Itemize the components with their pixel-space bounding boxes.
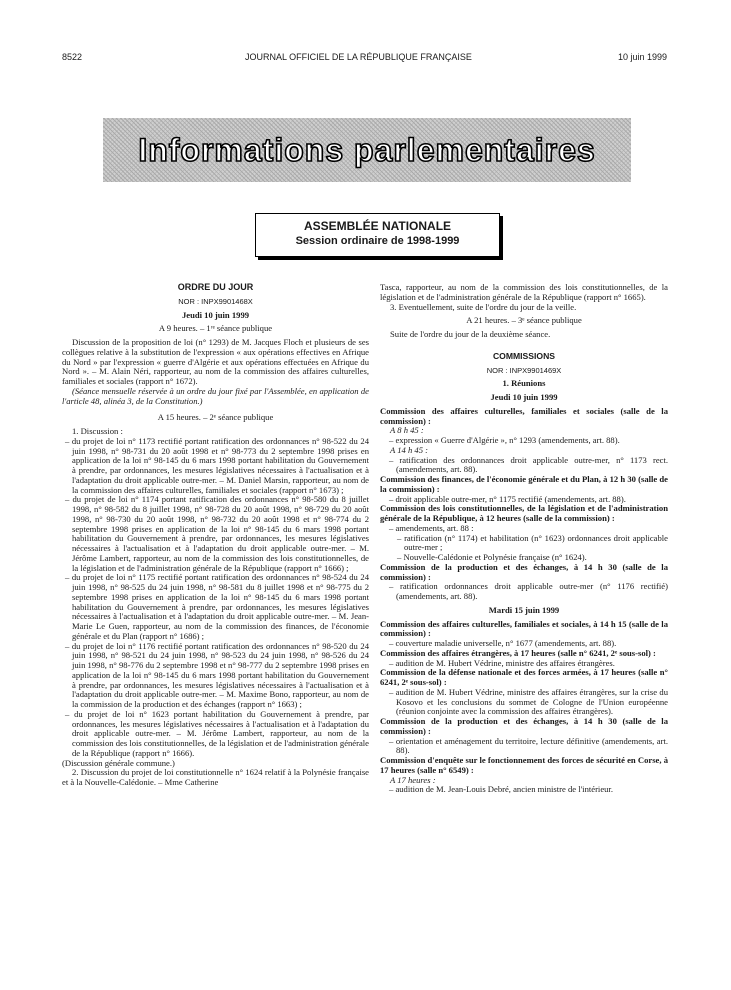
- list-item: – du projet de loi n° 1175 rectifié portant ratification des ordonnances n° 98-524 du 24 juin 1998, n° 98-525 du 24 juin 1998, n° 98-581 du 8 juillet 1998 et n° 98-775 du 2 septembre 1998 prises en application de la loi n° 98-145 du 6 mars 1998 portant habilitation du Gouvernement à prendre, par ordonnances, les mesures législatives nécessaires à l'actualisation et à l'adaptation du droit applicable outre-mer. – M. Jean-Marie Le Guen, rapporteur, au nom de la commission des finances, de l'économie générale et du Plan (rapport n° 1686) ;: [65, 572, 369, 641]
- list-item: – ratification (n° 1174) et habilitation (n° 1623) ordonnances droit applicable outre-mer ;: [397, 532, 668, 553]
- reunions-heading: 1. Réunions: [502, 378, 546, 389]
- commission-heading: Commission de la production et des échanges, à 14 h 30 (salle de la commission) :: [380, 716, 668, 736]
- agenda-item-2: 2. Discussion du projet de loi constitutionnelle n° 1624 relatif à la Polynésie française et à la Nouvelle-Calédonie. – Mme Catherine: [62, 767, 369, 787]
- session-title: Session ordinaire de 1998-1999: [295, 235, 460, 247]
- header-date: 10 juin 1999: [617, 52, 667, 62]
- commission-heading: Commission de la production et des échanges, à 14 h 30 (salle de la commission) :: [380, 561, 668, 582]
- agenda-item-3: 3. Eventuellement, suite de l'ordre du jour de la veille.: [390, 301, 577, 312]
- agenda-title: ORDRE DU JOUR: [177, 282, 254, 292]
- session1-text: Discussion de la proposition de loi (n° 1293) de M. Jacques Floch et plusieurs de ses collègues relative à la substitution de l'expression « aux opérations effectives en Afrique du Nord » par l'expression « guerre d'Algérie et aux opérations effectuées en Afrique du Nord ». – M. Alain Néri, rapporteur, au nom de la commission des affaires culturelles, familiales et sociales (rapport n° 1672).: [62, 337, 369, 386]
- list-item: – du projet de loi n° 1174 portant ratification des ordonnances n° 98-580 du 8 juillet 1998, n° 98-582 du 8 juillet 1998, n° 98-728 du 20 août 1998, n° 98-729 du 20 août 1998, n° 98-730 du 20 août 1998, n° 98-732 du 20 août 1998 et n° 98-774 du 2 septembre 1998 prises en application de la loi n° 98-145 du 6 mars 1998 portant habilitation du Gouvernement à prendre, par ordonnances, les mesures législatives nécessaires à l'actualisation et à l'adaptation du droit applicable outre-mer. – M. Jérôme Lambert, rapporteur, au nom de la commission des lois constitutionnelles, de la législation et de l'administration générale de la République (rapport n° 1666) ;: [65, 494, 369, 573]
- list-item: – du projet de loi n° 1623 portant habilitation du Gouvernement à prendre, par ordonnances, les mesures législatives nécessaires à l'actualisation et à l'adaptation du droit applicable outre-mer. – M. Jérôme Lambert, rapporteur, au nom de la commission des lois constitutionnelles, de la législation et de l'administration générale de la République (rapport n° 1666).: [65, 708, 369, 758]
- page-number: 8522: [62, 52, 83, 62]
- time-label: A 8 h 45 :: [390, 425, 424, 436]
- session2-intro: 1. Discussion :: [72, 426, 123, 436]
- day1-heading: Jeudi 10 juin 1999: [490, 392, 558, 402]
- list-item: – audition de M. Hubert Védrine, ministre des affaires étrangères, sur la crise du Kosovo et les conclusions du sommet de Cologne de l'Union européenne (réunion conjointe avec la commission des affaires étrangères).: [389, 686, 668, 717]
- commission-heading: Commission de la défense nationale et des forces armées, à 17 heures (salle n° 6241, 2ᵉ sous-sol) :: [380, 667, 668, 687]
- commissions-title: COMMISSIONS: [492, 350, 556, 361]
- joint-discussion: (Discussion générale commune.): [62, 757, 175, 768]
- list-item: – orientation et aménagement du territoire, lecture définitive (amendements, art. 88).: [389, 735, 668, 756]
- commission-heading: Commission d'enquête sur le fonctionnement des forces de sécurité en Corse, à 17 heures (salle n° 6549) :: [380, 755, 668, 775]
- commission-heading: Commission des affaires culturelles, familiales et sociales (salle de la commission) :: [380, 405, 668, 426]
- list-item: – du projet de loi n° 1176 rectifié portant ratification des ordonnances n° 98-520 du 24 juin 1998, n° 98-521 du 24 juin 1998, n° 98-523 du 24 juin 1998, n° 98-526 du 24 juin 1998, n° 98-776 du 2 septembre 1998 et n° 98-777 du 2 septembre 1998 prises en application de la loi n° 98-145 du 6 mars 1998 portant habilitation du Gouvernement à prendre, par ordonnances, les mesures législatives nécessaires à l'actualisation et à l'adaptation du droit applicable outre-mer. – M. Maxime Bono, rapporteur, au nom de la commission de la production et des échanges (rapport n° 1663) ;: [65, 640, 369, 709]
- time-label: A 17 heures :: [390, 774, 436, 785]
- commissions-nor: NOR : INPX9901469X: [486, 365, 562, 375]
- day2-heading: Mardi 15 juin 1999: [488, 604, 560, 615]
- list-item: – ratification ordonnances droit applicable outre-mer (n° 1176 rectifié) (amendements, art. 88).: [389, 581, 668, 601]
- assembly-box: [255, 213, 500, 257]
- list-item: – droit applicable outre-mer, n° 1175 rectifié (amendements, art. 88).: [389, 493, 626, 504]
- list-item: – expression « Guerre d'Algérie », n° 1293 (amendements, art. 88).: [389, 435, 620, 445]
- session2-heading: A 15 heures. – 2ᵉ séance publique: [157, 412, 274, 423]
- list-item: – audition de M. Jean-Louis Debré, ancien ministre de l'intérieur.: [389, 784, 613, 795]
- session3-heading: A 21 heures. – 3ᵉ séance publique: [466, 315, 582, 326]
- list-item: – couverture maladie universelle, n° 1677 (amendements, art. 88).: [389, 638, 617, 648]
- left-column: [62, 283, 369, 788]
- banner: [103, 118, 631, 182]
- journal-title: JOURNAL OFFICIEL DE LA RÉPUBLIQUE FRANÇAISE: [245, 52, 472, 62]
- agenda-date: Jeudi 10 juin 1999: [181, 309, 250, 320]
- commission-heading: Commission des affaires culturelles, familiales et sociales, à 14 h 15 (salle de la commission) :: [380, 618, 668, 639]
- list-item: – du projet de loi n° 1173 rectifié portant ratification des ordonnances n° 98-522 du 24 juin 1998, n° 98-731 du 20 août 1998 et n° 98-773 du 2 septembre 1998 prises en application de la loi n° 98-145 du 6 mars 1998 portant habilitation du Gouvernement à prendre, par ordonnances, les mesures législatives nécessaires à l'actualisation et à l'adaptation du droit applicable outre-mer. – M. Daniel Marsin, rapporteur, au nom de la commission des affaires culturelles, familiales et sociales (rapport n° 1673) ;: [65, 435, 369, 495]
- agenda-nor: NOR : INPX9901468X: [178, 296, 253, 306]
- continued-text: Tasca, rapporteur, au nom de la commission des lois constitutionnelles, de la législation et de l'administration générale de la République (rapport n° 1665).: [380, 282, 668, 302]
- list-item: – ratification des ordonnances droit applicable outre-mer, n° 1173 rect. (amendements, art. 88).: [389, 454, 668, 475]
- time-label: A 14 h 45 :: [390, 444, 429, 455]
- assembly-title: ASSEMBLÉE NATIONALE: [303, 219, 452, 233]
- commission-heading: Commission des affaires étrangères, à 17 heures (salle n° 6241, 2ᵉ sous-sol) :: [380, 647, 656, 658]
- commission-heading: Commission des lois constitutionnelles, de la législation et de l'administration générale de la République, à 12 heures (salle de la commission) :: [380, 503, 668, 523]
- commission-heading: Commission des finances, de l'économie générale et du Plan, à 12 h 30 (salle de la commission) :: [380, 474, 668, 494]
- right-column: [380, 283, 668, 795]
- list-item: – Nouvelle-Calédonie et Polynésie française (n° 1624).: [397, 552, 587, 562]
- session3-text: Suite de l'ordre du jour de la deuxième séance.: [390, 329, 551, 339]
- list-item: – amendements, art. 88 :: [389, 522, 474, 533]
- session1-heading: A 9 heures. – 1ʳᵉ séance publique: [158, 323, 273, 334]
- banner-title: Informations parlementaires: [138, 131, 596, 168]
- session1-note: (Séance mensuelle réservée à un ordre du jour fixé par l'Assemblée, en application de l'article 48, alinéa 3, de la Constitution.): [62, 385, 369, 406]
- list-item: – audition de M. Hubert Védrine, ministre des affaires étrangères.: [389, 657, 615, 668]
